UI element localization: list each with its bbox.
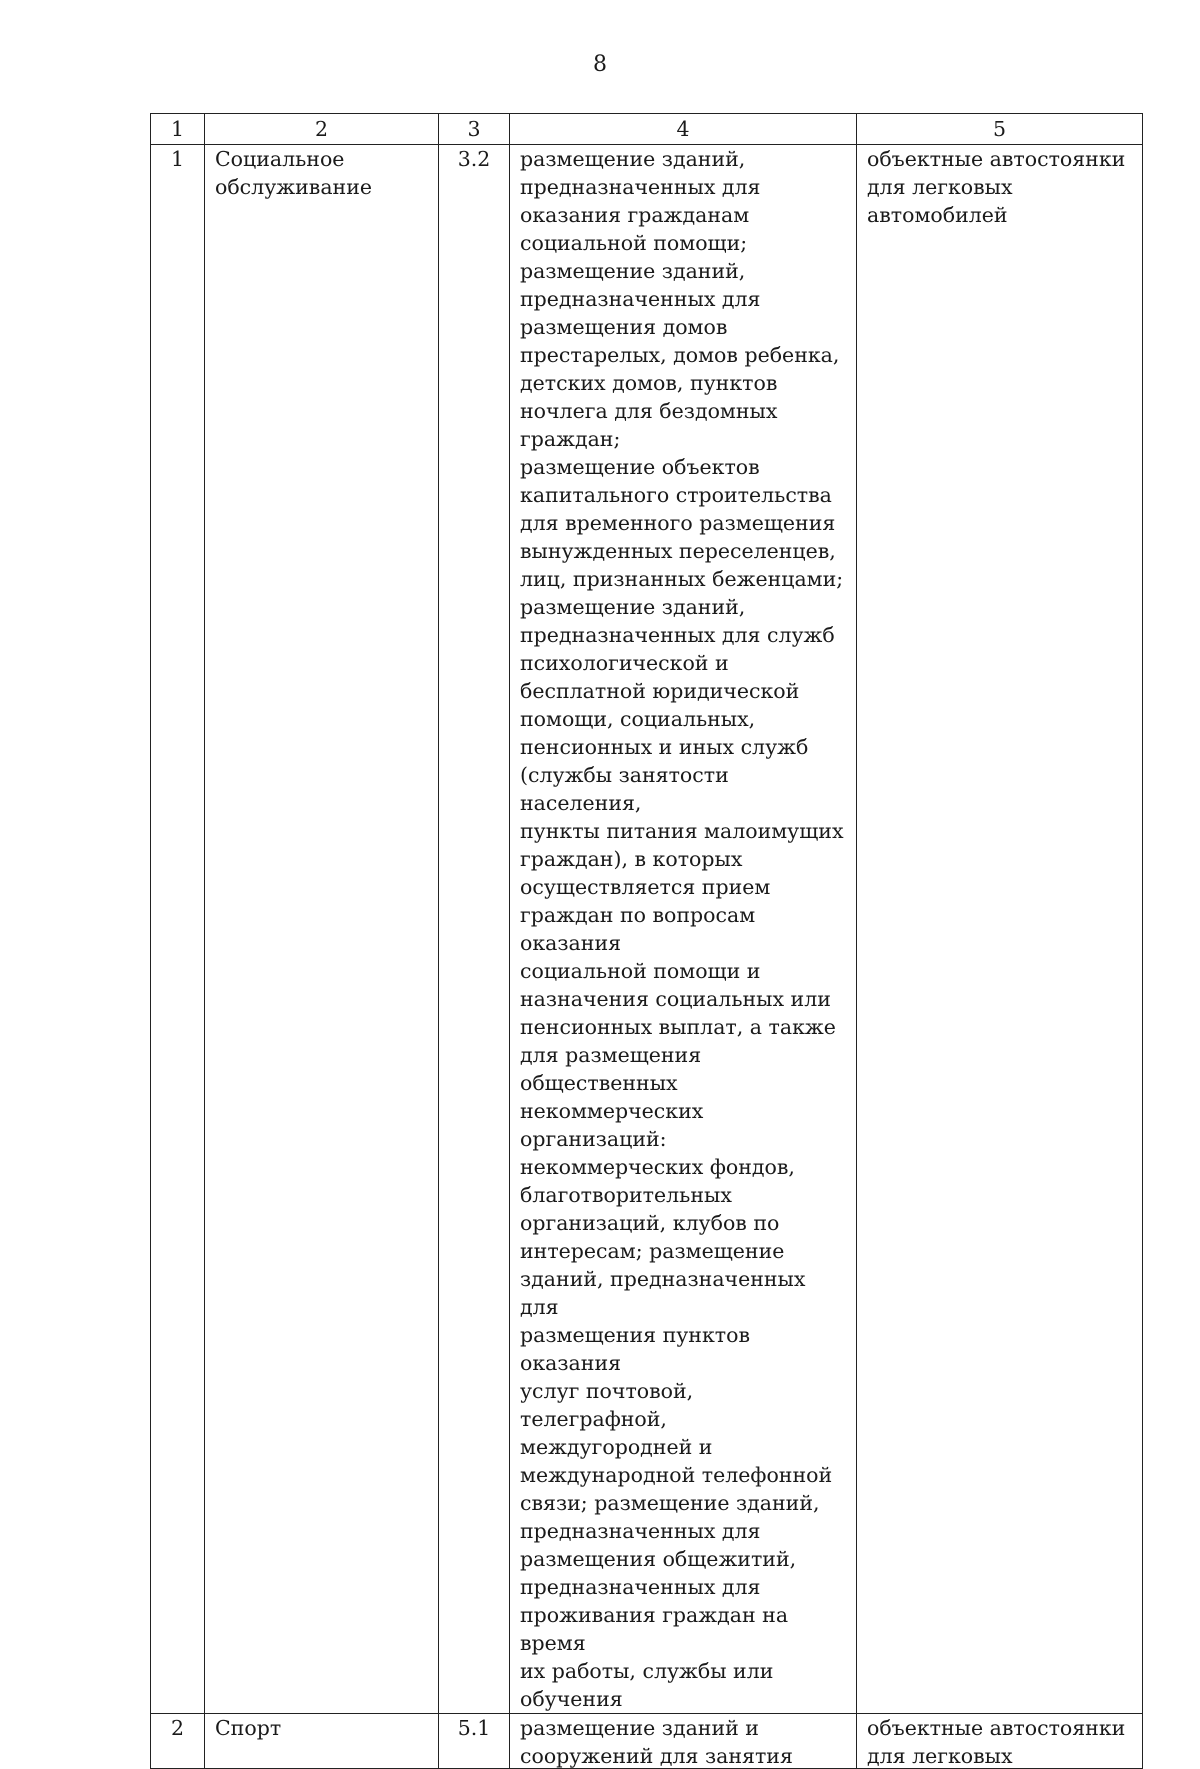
parking-text: объектные автостоянки для легковых автомобилей bbox=[867, 147, 1126, 227]
table-header-row bbox=[151, 114, 1143, 145]
use-code-text: 5.1 bbox=[457, 1716, 491, 1740]
parking-cell bbox=[857, 145, 1143, 1714]
column-header-3: 3 bbox=[439, 114, 510, 145]
column-header-1: 1 bbox=[151, 114, 205, 145]
permitted-use-table bbox=[150, 113, 1143, 1769]
use-code-text: 3.2 bbox=[457, 147, 491, 171]
row-number-text: 1 bbox=[170, 147, 185, 171]
row-number bbox=[151, 145, 205, 1714]
use-description-text: размещение зданий, предназначенных для оказания гражданам социальной помощи; размещение зданий, предназначенных для размещения домов престарелых, домов ребенка, детских домов, пунктов ночлега для бездомных граждан; размещение объектов капитального строительства для временного размещения вынужденных переселенцев, лиц, признанных беженцами; размещение зданий, предназначенных для служб психологической и бесплатной юридической помощи, социальных, пенсионных и иных служб (службы занятости населения, пункты питания малоимущих граждан), в которых осуществляется прием граждан по вопросам оказания социальной помощи и назначения социальных или пенсионных выплат, а также для размещения общественных некоммерческих организаций: некоммерческих фондов, благотворительных организаций, клубов по интересам; размещение зданий, предназначенных для размещения пунктов оказания услуг почтовой, телеграфной, междугородней и международной телефонной связи; размещение зданий, предназначенных для размещения общежитий, предназначенных для проживания граждан на время их работы, службы или обучения bbox=[520, 147, 844, 1711]
use-description-cell bbox=[510, 145, 857, 1714]
column-header-5: 5 bbox=[857, 114, 1143, 145]
column-header-2: 2 bbox=[205, 114, 439, 145]
use-description-text: размещение зданий и сооружений для занятия bbox=[520, 1716, 793, 1768]
use-description-cell bbox=[510, 1714, 857, 1769]
parking-text: объектные автостоянки для легковых bbox=[867, 1716, 1126, 1768]
row-number bbox=[151, 1714, 205, 1769]
page-number: 8 bbox=[593, 52, 607, 77]
table-row bbox=[151, 145, 1143, 1714]
use-code-cell bbox=[439, 145, 510, 1714]
use-name-text: Спорт bbox=[215, 1716, 282, 1740]
column-header-4: 4 bbox=[510, 114, 857, 145]
use-name-cell bbox=[205, 1714, 439, 1769]
table-row bbox=[151, 1714, 1143, 1769]
use-code-cell bbox=[439, 1714, 510, 1769]
use-name-cell bbox=[205, 145, 439, 1714]
use-name-text: Социальное обслуживание bbox=[215, 147, 372, 199]
row-number-text: 2 bbox=[170, 1716, 185, 1740]
parking-cell bbox=[857, 1714, 1143, 1769]
